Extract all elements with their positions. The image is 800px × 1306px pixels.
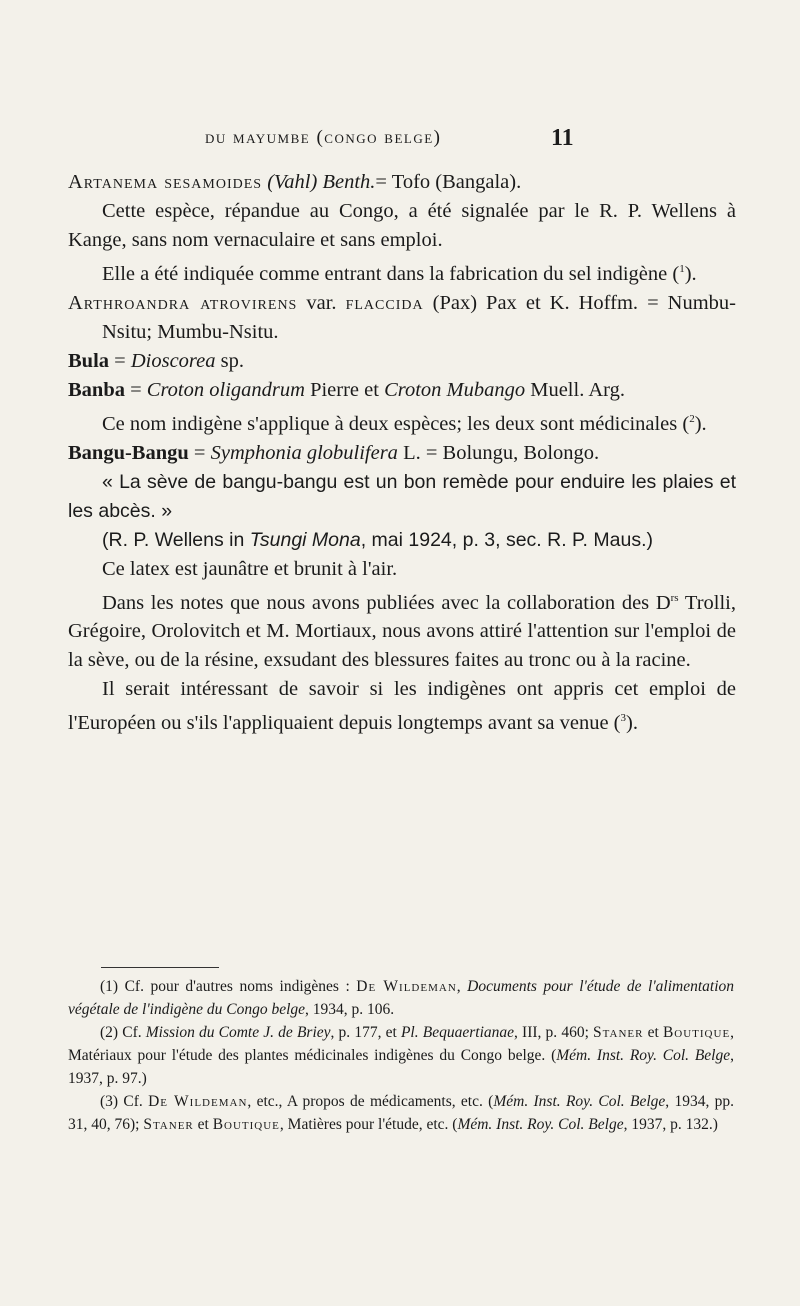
text: Trolli, Grégoire, Orolovitch et M. Mortiaux, nous avons attiré l'attention sur l'emploi de la sève, ou de la résine, exsudant des blessures faites au tronc ou à la racine. <box>68 591 736 672</box>
superscript: rs <box>670 591 679 604</box>
text: , p. 177, et <box>330 1024 401 1041</box>
entry-heading-arthroandra <box>68 289 736 347</box>
paragraph: Cette espèce, répandue au Congo, a été signalée par le R. P. Wellens à Kange, sans nom vernaculaire et sans emploi. <box>68 200 736 251</box>
footnote-1 <box>68 975 734 1021</box>
text: Ce nom indigène s'applique à deux espèces; les deux sont médicinales ( <box>102 412 690 435</box>
main-text <box>68 168 736 738</box>
author: Staner <box>593 1024 644 1041</box>
taxon-name: Symphonia globulifera <box>210 441 398 464</box>
vernacular-term: Bangu-Bangu <box>68 441 189 464</box>
text: Dans les notes que nous avons publiées avec la collaboration des D <box>102 591 671 614</box>
text: var. <box>297 291 346 314</box>
text: , 1934, p. 106. <box>305 1001 395 1018</box>
text: (R. P. Wellens in <box>102 528 250 551</box>
publication-title: Pl. Bequaertianae <box>400 1024 515 1041</box>
text: , Matières pour l'étude, etc. ( <box>279 1116 458 1133</box>
footnote-ref: 3 <box>620 712 626 725</box>
text: ). <box>626 712 638 735</box>
entry-heading-artanema <box>68 168 736 197</box>
text: ). <box>694 412 707 435</box>
vernacular-term: Bula <box>68 349 110 372</box>
publication-title: Mission du Comte J. de Briey <box>145 1024 331 1041</box>
footnote-mark: (3) <box>100 1093 119 1110</box>
paragraph <box>68 675 736 738</box>
publication-title: Mém. Inst. Roy. Col. Belge <box>457 1116 624 1133</box>
text: Cf. <box>118 1024 146 1041</box>
author: Boutique <box>212 1116 280 1133</box>
text: = <box>109 349 131 372</box>
page-header <box>0 127 800 157</box>
footnote-ref: 2 <box>689 412 695 425</box>
author: Boutique <box>662 1024 731 1041</box>
text: , Matériaux pour l'étude des plantes médicinales indigènes du Congo belge. ( <box>68 1024 735 1064</box>
publication-title: Tsungi Mona <box>249 528 361 551</box>
vernacular: = Tofo (Bangala). <box>375 171 522 193</box>
taxon-name: Dioscorea <box>130 349 216 372</box>
taxon-name: Croton oligandrum <box>146 378 305 401</box>
author: Benth. <box>322 171 376 193</box>
publication-title: Mém. Inst. Roy. Col. Belge <box>556 1047 731 1064</box>
text: Cf. pour d'autres noms indigènes : <box>118 978 357 995</box>
paragraph <box>68 405 736 439</box>
publication-title: Documents pour l'étude de l'alimentation végétale de l'indigène du Congo belge <box>68 978 735 1018</box>
taxon-name: Arthroandra atrovirens <box>68 291 298 314</box>
author: Staner <box>143 1116 194 1133</box>
text: Muell. Arg. <box>525 378 625 401</box>
text: sp. <box>215 349 244 372</box>
text: Il serait intéressant de savoir si les indigènes ont appris cet emploi de l'Européen ou s'ils l'appliquaient depuis longtemps avant sa venue ( <box>68 678 736 735</box>
footnote-mark: (2) <box>100 1024 119 1041</box>
taxon-name: Croton Mubango <box>384 378 526 401</box>
vernacular-term: Banba <box>68 378 125 401</box>
text: , etc., A propos de médicaments, etc. ( <box>247 1093 494 1110</box>
publication-title: Mém. Inst. Roy. Col. Belge <box>493 1093 666 1110</box>
footnote-divider <box>101 967 219 968</box>
author: De Wildeman <box>356 978 457 995</box>
footnote-ref: 1 <box>679 263 685 275</box>
text: et <box>643 1024 663 1041</box>
text: , mai 1924, p. 3, sec. R. P. Maus.) <box>360 528 653 551</box>
footnotes <box>68 975 734 1136</box>
text: Elle a été indiquée comme entrant dans la fabrication du sel indigène ( <box>102 262 680 285</box>
text: , 1937, p. 97.) <box>68 1047 734 1087</box>
taxon-name: Artanema sesamoides <box>68 171 263 193</box>
text: Pierre et <box>304 378 385 401</box>
author: (Vahl) <box>267 171 318 193</box>
text: , 1937, p. 132.) <box>623 1116 718 1133</box>
footnote-mark: (1) <box>100 978 119 995</box>
quote: « La sève de bangu-bangu est un bon remède pour enduire les plaies et les abcès. » <box>68 470 736 522</box>
source-citation <box>68 526 736 555</box>
variety-name: flaccida <box>345 291 424 314</box>
entry-heading-bula <box>68 347 736 376</box>
text: = <box>188 441 211 464</box>
text: , <box>456 978 468 995</box>
paragraph <box>68 255 736 289</box>
vernacular: (Pax) Pax et K. Hoffm. = Numbu-Nsitu; Mumbu-Nsitu. <box>102 291 736 343</box>
footnote-2 <box>68 1021 734 1090</box>
text: ). <box>684 262 697 285</box>
text: = <box>124 378 147 401</box>
text: , III, p. 460; <box>514 1024 594 1041</box>
author: De Wildeman <box>148 1093 248 1110</box>
text: L. = Bolungu, Bolongo. <box>397 441 600 464</box>
page-number: 11 <box>551 125 574 151</box>
paragraph <box>68 584 736 676</box>
footnote-3 <box>68 1090 734 1136</box>
text: Cf. <box>118 1093 149 1110</box>
running-title: du mayumbe (congo belge) <box>205 127 442 148</box>
paragraph: Ce latex est jaunâtre et brunit à l'air. <box>102 557 398 580</box>
entry-heading-banba <box>68 376 736 405</box>
text: et <box>193 1116 213 1133</box>
text: , 1934, pp. 31, 40, 76); <box>68 1093 735 1133</box>
entry-heading-bangu-bangu <box>68 439 736 468</box>
